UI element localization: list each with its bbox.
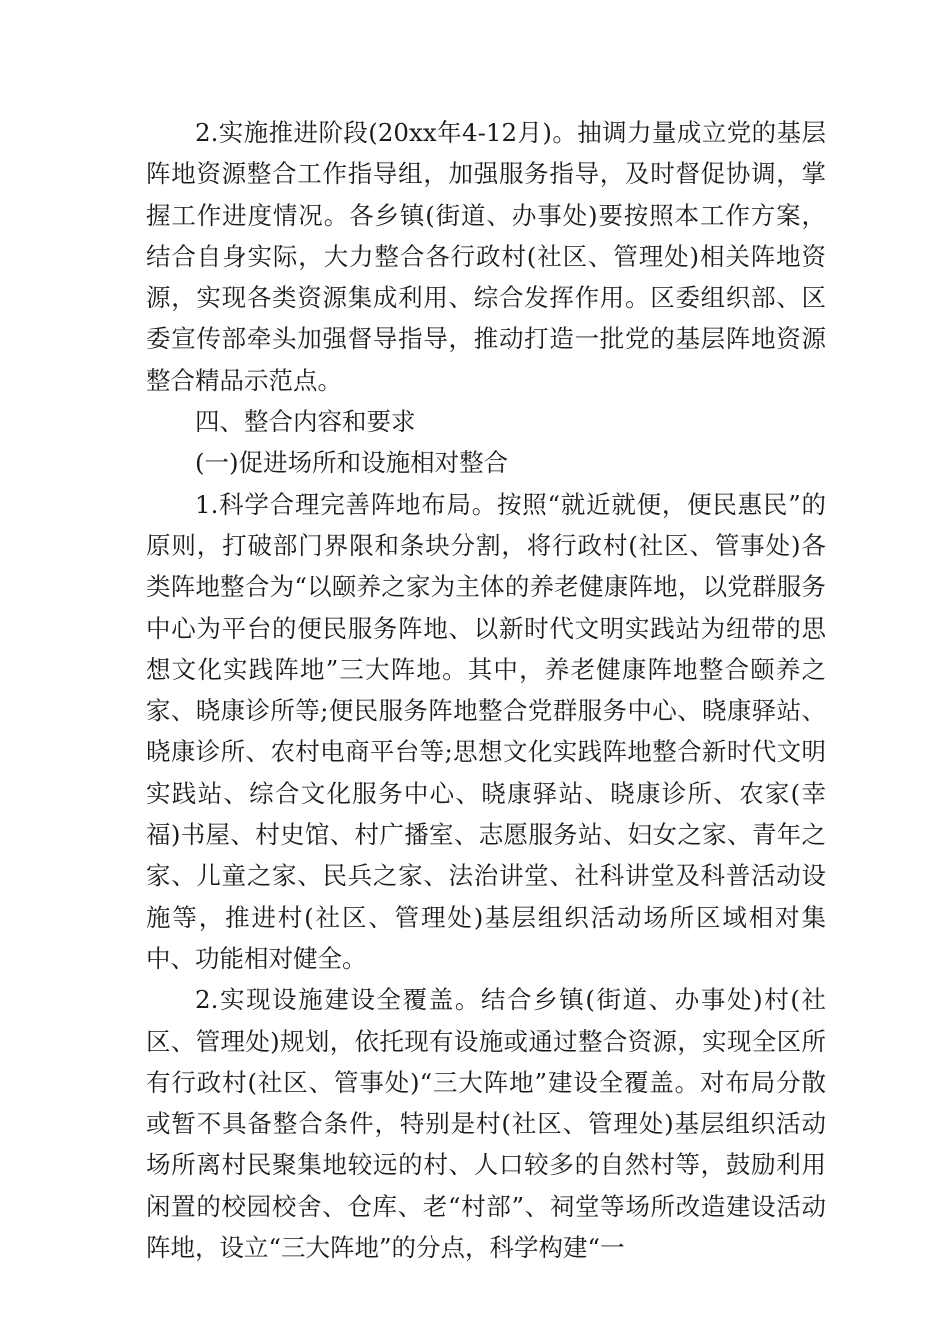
paragraph-facility-coverage: 2.实现设施建设全覆盖。结合乡镇(街道、办事处)村(社区、管理处)规划，依托现有设施或通过整合资源，实现全区所有行政村(社区、管事处)“三大阵地”建设全覆盖。对布局分散或暂不具备整合条件，特别是村(社区、管理处)基层组织活动场所离村民聚集地较远的村、人口较多的自然村等，鼓励利用闲置的校园校舍、仓库、老“村部”、祠堂等场所改造建设活动阵地，设立“三大阵地”的分点，科学构建“一 — [146, 985, 826, 1263]
document-body — [146, 112, 826, 1268]
subsection-heading-venues-facilities: (一)促进场所和设施相对整合 — [195, 448, 509, 478]
section-heading-integration-content: 四、整合内容和要求 — [195, 407, 416, 437]
paragraph-implementation-stage: 2.实施推进阶段(20xx年4-12月)。抽调力量成立党的基层阵地资源整合工作指导组，加强服务指导，及时督促协调，掌握工作进度情况。各乡镇(街道、办事处)要按照本工作方案，结合自身实际，大力整合各行政村(社区、管理处)相关阵地资源，实现各类资源集成利用、综合发挥作用。区委组织部、区委宣传部牵头加强督导指导，推动打造一批党的基层阵地资源整合精品示范点。 — [146, 118, 826, 395]
paragraph-layout-improvement: 1.科学合理完善阵地布局。按照“就近就便，便民惠民”的原则，打破部门界限和条块分割，将行政村(社区、管事处)各类阵地整合为“以颐养之家为主体的养老健康阵地，以党群服务中心为平台的便民服务阵地、以新时代文明实践站为纽带的思想文化实践阵地”三大阵地。其中，养老健康阵地整合颐养之家、晓康诊所等;便民服务阵地整合党群服务中心、晓康驿站、晓康诊所、农村电商平台等;思想文化实践阵地整合新时代文明实践站、综合文化服务中心、晓康驿站、晓康诊所、农家(幸福)书屋、村史馆、村广播室、志愿服务站、妇女之家、青年之家、儿童之家、民兵之家、法治讲堂、社科讲堂及科普活动设施等，推进村(社区、管理处)基层组织活动场所区域相对集中、功能相对健全。 — [146, 489, 826, 973]
